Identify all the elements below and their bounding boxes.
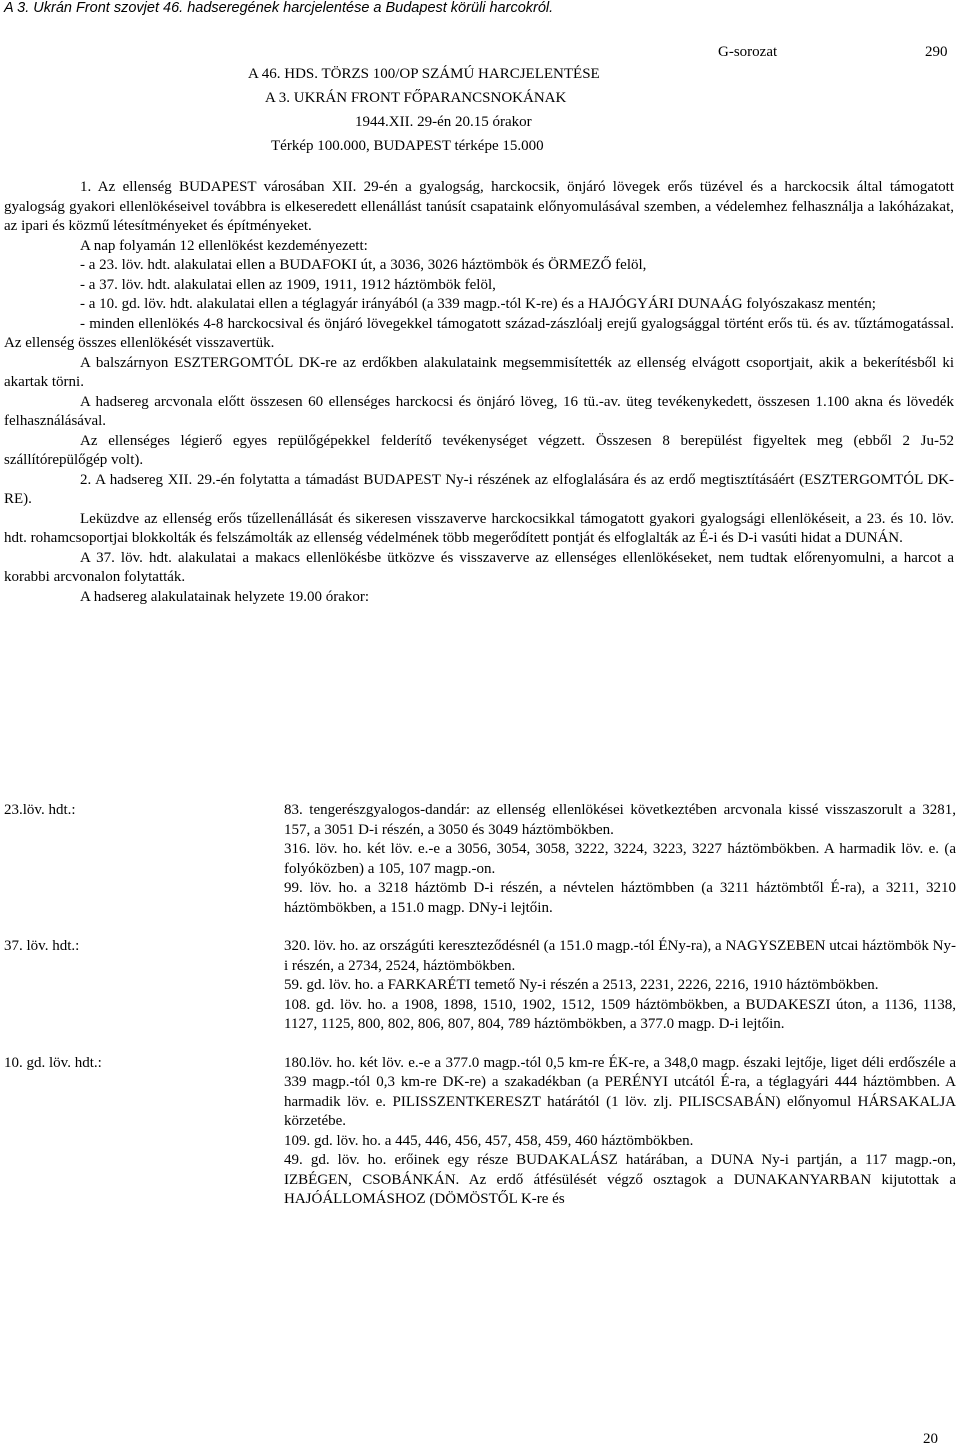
paragraph: - minden ellenlökés 4-8 harckocsival és önjáró lövegekkel támogatott század-zászlóalj erejű gyalogsággal történt erős tü. és av. tűztámogatással. Az ellenség összes ellenlökését visszavertük. — [4, 315, 954, 351]
unit-line: 99. löv. ho. a 3218 háztömb D-i részén, a névtelen háztömbben (a 3211 háztömbtől É-ra), a 3211, 3210 háztömbökben, a 151.0 magp. DNy-i lejtőin. — [284, 880, 956, 916]
unit-description — [284, 1054, 956, 1210]
title-line: A 3. UKRÁN FRONT FŐPARANCSNOKÁNAK — [265, 90, 567, 106]
title-line: 1944.XII. 29-én 20.15 órakor — [355, 114, 532, 130]
unit-label: 23.löv. hdt.: — [4, 802, 76, 818]
unit-position-entry — [4, 801, 956, 918]
paragraph: A hadsereg arcvonala előtt összesen 60 ellenséges harckocsi és önjáró löveg, 16 tü.-av. üteg tevékenykedett, összesen 1.100 akna és lövedék felhasználásával. — [4, 393, 954, 429]
paragraph: 1. Az ellenség BUDAPEST városában XII. 29-én a gyalogság, harckocsik, önjáró lövegek erős tüzével és a harckocsik által támogatott gyalogság gyakori ellenlökéseivel továbbra is elkeseredett ellenállást tanúsít csapataink előnyomulásával szemben, a védelemhez felhasználja a lakóházakat, az ipari és közmű létesítményeket és építményeket. — [4, 179, 954, 234]
title-line: Térkép 100.000, BUDAPEST térképe 15.000 — [271, 138, 544, 154]
unit-line: 59. gd. löv. ho. a FARKARÉTI temető Ny-i részén a 2513, 2231, 2226, 2216, 1910 háztömbökben. — [284, 977, 879, 993]
series-number: 290 — [925, 44, 948, 60]
unit-line: 320. löv. ho. az országúti kereszteződésnél (a 151.0 magp.-tól ÉNy-ra), a NAGYSZEBEN utcai háztömbök Ny-i részén, a 2734, 2524, háztömbökben. — [284, 938, 956, 974]
list-item: - a 10. gd. löv. hdt. alakulatai ellen a téglagyár irányából (a 339 magp.-tól K-re) és a HAJÓGYÁRI DUNAÁG folyószakasz mentén; — [80, 296, 876, 312]
unit-description — [284, 801, 956, 918]
unit-label: 37. löv. hdt.: — [4, 938, 80, 954]
paragraph: A nap folyamán 12 ellenlökést kezdeményezett: — [80, 237, 368, 254]
paragraph: 2. A hadsereg XII. 29.-én folytatta a támadást BUDAPEST Ny-i részének az elfoglalására és az erdő megtisztításáért (ESZTERGOMTÓL DK-RE). — [4, 471, 954, 507]
paragraph: A hadsereg alakulatainak helyzete 19.00 órakor: — [80, 588, 370, 605]
report-body — [4, 178, 954, 607]
unit-line: 49. gd. löv. ho. erőinek egy része BUDAKALÁSZ határában, a DUNA Ny-i partján, a 117 magp.-on, IZBÉGEN, CSOBÁNKÁN. Az erdő átfésülését végző osztagok a DUNAKANYARBAN kijutottak a HAJÓÁLLOMÁSHOZ (DÖMÖSTŐL K-re és — [284, 1152, 956, 1207]
unit-line: 316. löv. ho. két löv. e.-e a 3056, 3054, 3058, 3222, 3224, 3223, 3227 háztömbökben. A harmadik löv. e. (a folyóközben) a 105, 107 magp.-on. — [284, 841, 956, 877]
series-label: G-sorozat — [718, 44, 778, 60]
unit-line: 180.löv. ho. két löv. e.-e a 377.0 magp.-tól 0,5 km-re ÉK-re, a 348,0 magp. északi lejtője, liget déli erdőszéle a 339 magp.-tól 0,3 km-re DK-re) a szakadékban (a PERÉNYI utcától É-ra, a téglagyári 444 háztömbben. A harmadik löv. e. PILISSZENTKERESZT határától (1 löv. zlj. PILISCSABÁN) előnyomul HÁRSAKALJA körzetébe. — [284, 1054, 956, 1129]
unit-line: 108. gd. löv. ho. a 1908, 1898, 1510, 1902, 1512, 1509 háztömbökben, a BUDAKESZI úton, a 1136, 1138, 1127, 1125, 800, 802, 806, 807, 804, 789 háztömbökben, a 377.0 magp. D-i lejtőin. — [284, 996, 956, 1032]
paragraph: A balszárnyon ESZTERGOMTÓL DK-re az erdőkben alakulataink megsemmisítették az ellenség elvágott csoportjait, akik a bekerítésből ki akartak törni. — [4, 354, 954, 390]
unit-position-entry — [4, 1054, 956, 1210]
unit-positions — [4, 801, 956, 1229]
list-item: - a 23. löv. hdt. alakulatai ellen a BUDAFOKI út, a 3036, 3026 háztömbök és ÖRMEZŐ felöl, — [80, 257, 647, 273]
unit-description — [284, 937, 956, 1035]
unit-line: 109. gd. löv. ho. a 445, 446, 456, 457, 458, 459, 460 háztömbökben. — [284, 1132, 694, 1149]
unit-line: 83. tengerészgyalogos-dandár: az ellenség ellenlökései következtében arcvonala kissé visszaszorult a 3281, 157, a 3051 D-i részén, a 3050 és 3049 háztömbökben. — [284, 802, 956, 838]
page-number: 20 — [923, 1431, 938, 1447]
running-header: A 3. Ukrán Front szovjet 46. hadseregének harcjelentése a Budapest körüli harcokról. — [4, 0, 554, 16]
paragraph: A 37. löv. hdt. alakulatai a makacs ellenlökésbe ütközve és visszaverve az ellenséges ellenlökéseket, nem tudtak előrenyomulni, a harcot a korabbi arcvonalon folytatták. — [4, 549, 954, 585]
paragraph: Az ellenséges légierő egyes repülőgépekkel felderítő tevékenységet végzett. Összesen 8 berepülést figyeltek meg (ebből 2 Ju-52 szállítórepülőgép volt). — [4, 432, 954, 468]
unit-position-entry — [4, 937, 956, 1035]
unit-label: 10. gd. löv. hdt.: — [4, 1054, 102, 1071]
list-item: - a 37. löv. hdt. alakulatai ellen az 1909, 1911, 1912 háztömbök felöl, — [80, 276, 496, 293]
paragraph: Leküzdve az ellenség erős tűzellenállását és sikeresen visszaverve harckocsikkal támogatott gyakori gyalogsági ellenlökéseit, a 23. és 10. löv. hdt. rohamcsoportjai blokkolták és felszámolták az ellenség védelmének több megerődített pontját és elfoglalták az É-i és D-i vasúti hidat a DUNÁN. — [4, 510, 954, 546]
title-line: A 46. HDS. TÖRZS 100/OP SZÁMÚ HARCJELENTÉSE — [248, 66, 600, 82]
